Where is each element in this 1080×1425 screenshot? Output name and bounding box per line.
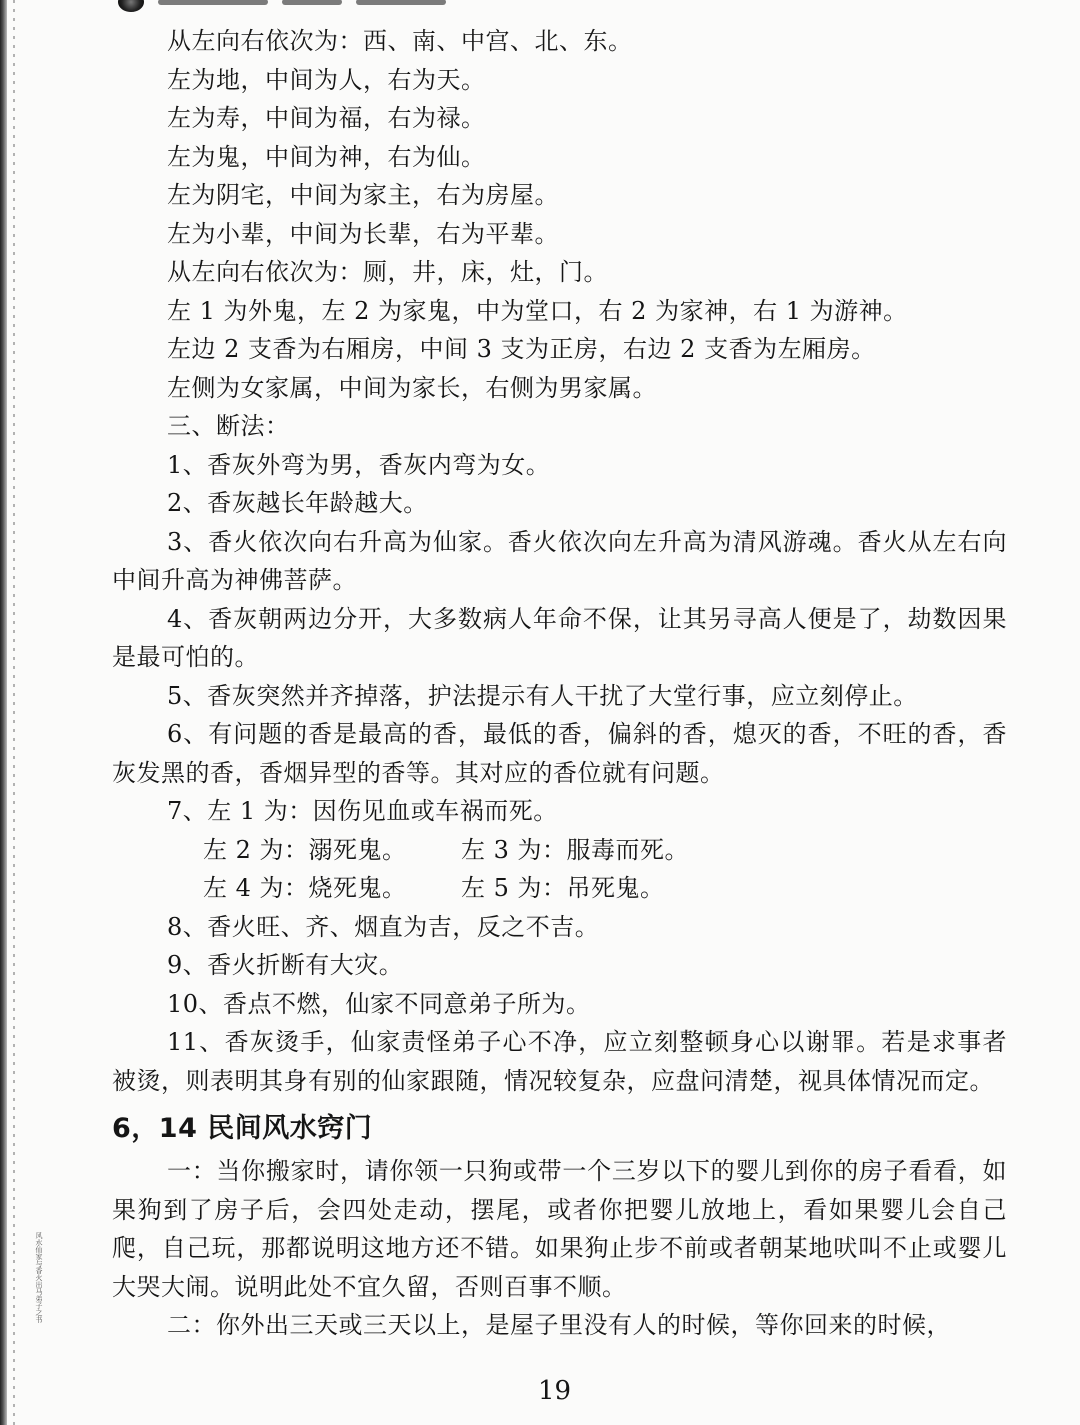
- side-margin-note: 风水仙家与香火出马弟子之书: [35, 1232, 43, 1323]
- sub-item: 左 3 为：服毒而死。: [461, 835, 690, 864]
- text-line: 左为阴宅，中间为家主，右为房屋。: [167, 181, 559, 209]
- cropped-header-text: [356, 0, 446, 5]
- cropped-header-fragment: [118, 0, 498, 10]
- page-binding-edge: [0, 0, 7, 1425]
- sub-item: 左 2 为：溺死鬼。: [203, 835, 407, 864]
- cropped-header-text: [158, 0, 268, 5]
- sub-item: 左 4 为：烧死鬼。: [203, 874, 407, 902]
- list-item-paragraph: 3、香火依次向右升高为仙家。香火依次向左升高为清风游魂。香火从左右向中间升高为神佛菩萨。: [112, 527, 1007, 594]
- section-label: 三、断法：: [167, 412, 290, 440]
- sub-item-row: [112, 831, 1007, 870]
- body-paragraph: 二：你外出三天或三天以上，是屋子里没有人的时候，等你回来的时候，: [167, 1311, 951, 1339]
- text-line: 从左向右依次为：西、南、中宫、北、东。: [167, 27, 633, 55]
- text-line: 左 1 为外鬼，左 2 为家鬼，中为堂口，右 2 为家神，右 1 为游神。: [167, 296, 908, 325]
- list-item: 1、香灰外弯为男，香灰内弯为女。: [167, 450, 551, 479]
- list-item: 10、香点不燃，仙家不同意弟子所为。: [167, 989, 591, 1018]
- text-line: 左为地，中间为人，右为天。: [167, 65, 486, 94]
- text-line: 从左向右依次为：厕，井，床，灶，门。: [167, 258, 608, 286]
- text-line: 左侧为女家属，中间为家长，右侧为男家属。: [167, 373, 657, 402]
- list-item: 9、香火折断有大灾。: [167, 951, 404, 979]
- list-item-paragraph: 6、有问题的香是最高的香，最低的香，偏斜的香，熄灭的香，不旺的香，香灰发黑的香，香烟异型的香等。其对应的香位就有问题。: [112, 720, 1007, 787]
- scan-edge-marks: [13, 0, 15, 1425]
- text-line: 左为寿，中间为福，右为禄。: [167, 104, 486, 132]
- page-number: 19: [538, 1376, 572, 1406]
- page-body: [112, 22, 1007, 1345]
- section-heading: 6，14 民间风水窍门: [112, 1113, 373, 1144]
- text-line: 左为小辈，中间为长辈，右为平辈。: [167, 219, 559, 248]
- text-line: 左边 2 支香为右厢房，中间 3 支为正房，右边 2 支香为左厢房。: [167, 335, 876, 363]
- list-item: 5、香灰突然并齐掉落，护法提示有人干扰了大堂行事，应立刻停止。: [167, 681, 918, 710]
- list-item-paragraph: 11、香灰烫手，仙家责怪弟子心不净，应立刻整顿身心以谢罪。若是求事者被烫，则表明其身有别的仙家跟随，情况较复杂，应盘问清楚，视具体情况而定。: [112, 1028, 1007, 1095]
- list-item: 7、左 1 为：因伤见血或车祸而死。: [167, 797, 558, 825]
- list-item: 2、香灰越长年龄越大。: [167, 489, 428, 517]
- sub-item-row: [112, 869, 1007, 908]
- sub-item: 左 5 为：吊死鬼。: [461, 874, 665, 902]
- text-line: 左为鬼，中间为神，右为仙。: [167, 142, 486, 171]
- cropped-header-text: [282, 0, 342, 5]
- body-paragraph: 一：当你搬家时，请你领一只狗或带一个三岁以下的婴儿到你的房子看看，如果狗到了房子后，会四处走动，摆尾，或者你把婴儿放地上，看如果婴儿会自己爬，自己玩，那都说明这地方还不错。如果狗止步不前或者朝某地吠叫不止或婴儿大哭大闹。说明此处不宜久留，否则百事不顺。: [112, 1157, 1007, 1301]
- list-item-paragraph: 4、香灰朝两边分开，大多数病人年命不保，让其另寻高人便是了，劫数因果是最可怕的。: [112, 604, 1007, 671]
- header-ornament-icon: [118, 0, 144, 12]
- list-item: 8、香火旺、齐、烟直为吉，反之不吉。: [167, 912, 600, 941]
